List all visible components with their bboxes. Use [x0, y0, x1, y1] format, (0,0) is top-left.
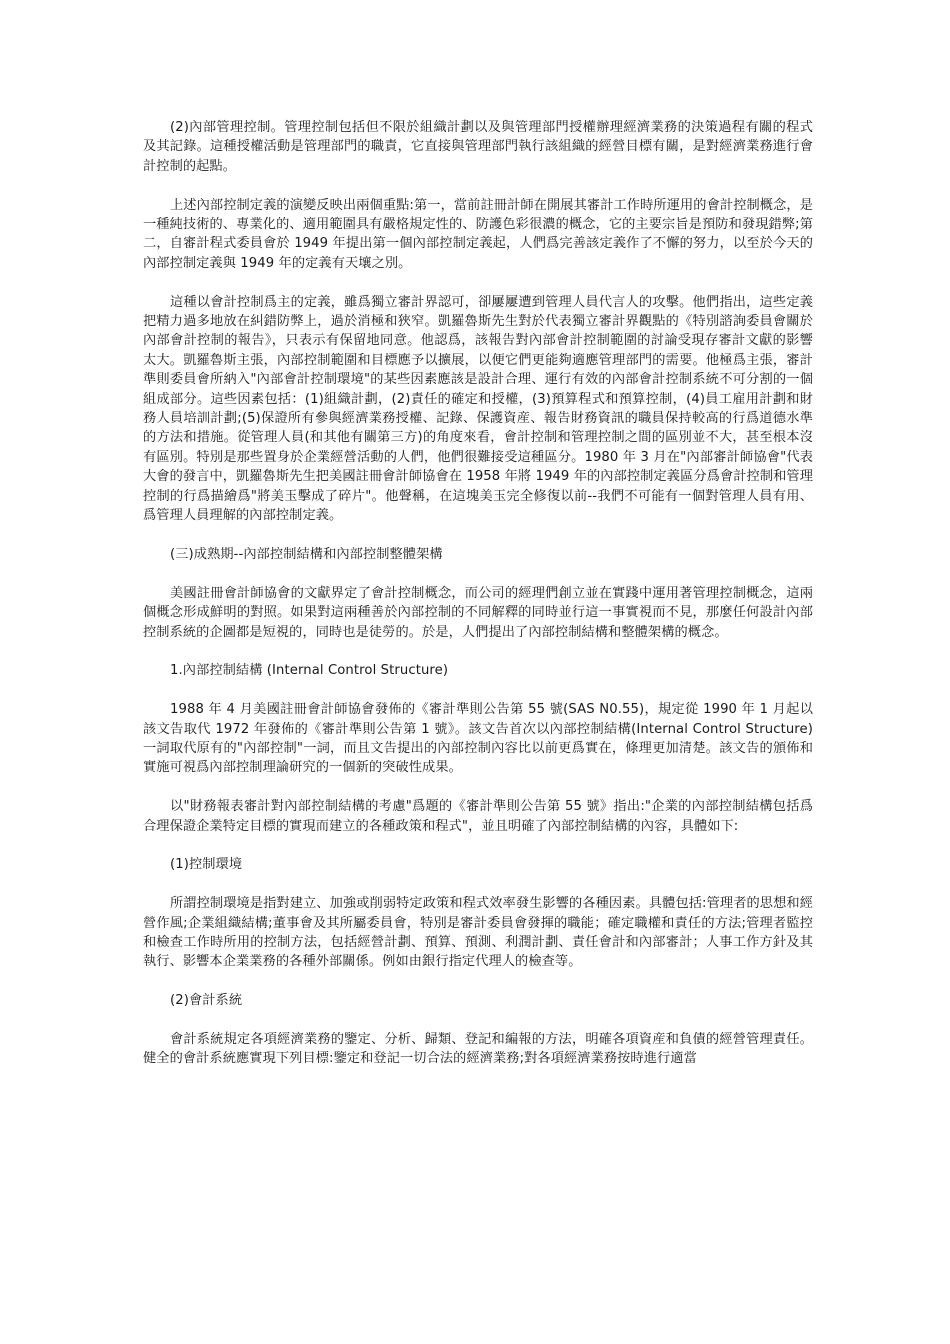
paragraph-management-control: (2)內部管理控制。管理控制包括但不限於組織計劃以及與管理部門授權辦理經濟業務的決策過程有關的程式及其記錄。這種授權活動是管理部門的職責，它直接與管理部門執行該組織的經營目標有關，是對經濟業務進行會計控制的起點。 [143, 120, 813, 174]
paragraph-control-environment: 所謂控制環境是指對建立、加強或削弱特定政策和程式效率發生影響的各種因素。具體包括:管理者的思想和經營作風;企業組織結構;董事會及其所屬委員會，特別是審計委員會發揮的職能；確定職權和責任的方法;管理者監控和檢查工作時所用的控制方法，包括經營計劃、預算、預測、利潤計劃、責任會計和內部審計；人事工作方針及其執行、影響本企業業務的各種外部關係。例如由銀行指定代理人的檢查等。 [143, 896, 813, 970]
paragraph-accounting-system: 會計系統規定各項經濟業務的鑒定、分析、歸類、登記和編報的方法，明確各項資産和負債的經營管理責任。健全的會計系統應實現下列目標:鑒定和登記一切合法的經濟業務;對各項經濟業務按時進行適當 [143, 1031, 813, 1067]
document-page [143, 118, 813, 1088]
section-heading-accounting-system: (2)會計系統 [170, 993, 243, 1009]
paragraph-sas55-content: 以"財務報表審計對內部控制結構的考慮"爲題的《審計準則公告第 55 號》指出:"企業的內部控制結構包括爲合理保證企業特定目標的實現而建立的各種政策和程式"，並且明確了內部控制結構的內容，具體如下: [143, 799, 813, 834]
section-heading-control-structure: 1.內部控制結構 (Internal Control Structure) [170, 663, 449, 679]
paragraph-definition-evolution: 上述內部控制定義的演變反映出兩個重點:第一，當前註冊計師在開展其審計工作時所運用的會計控制概念，是一種純技術的、專業化的、適用範圍具有嚴格規定性的、防護色彩很濃的概念，它的主要宗旨是預防和發現錯弊;第二，自審計程式委員會於 1949 年提出第一個內部控制定義起，人們爲完善該定義作了不懈的努力，以至於今天的內部控制定義與 1949 年的定義有天壤之別。 [143, 197, 813, 271]
paragraph-criticism: 這種以會計控制爲主的定義，雖爲獨立審計界認可，卻屢屢遭到管理人員代言人的攻擊。他們指出，這些定義把精力過多地放在糾錯防弊上，過於消極和狹窄。凱羅魯斯先生對於代表獨立審計界觀點的《特別諮詢委員會關於內部會計控制的報告》，只表示有保留地同意。他認爲，該報告對內部會計控制範圍的討論受現存審計文獻的影響太大。凱羅魯斯主張，內部控制範圍和目標應予以擴展，以便它們更能夠適應管理部門的需要。他極爲主張，審計準則委員會所納入"內部會計控制環境"的某些因素應該是設計合理、運行有效的內部會計控制系統不可分割的一個組成部分。這些因素包括：(1)組織計劃，(2)責任的確定和授權，(3)預算程式和預算控制，(4)員工雇用計劃和財務人員培訓計劃;(5)保證所有參與經濟業務授權、記錄、保護資産、報告財務資訊的職員保持較高的行爲道德水準的方法和措施。從管理人員(和其他有關第三方)的角度來看，會計控制和管理控制之間的區別並不大，甚至根本沒有區別。特別是那些置身於企業經營活動的人們，他們很難接受這種區分。1980 年 3 月在"內部審計師協會"代表大會的發言中，凱羅魯斯先生把美國註冊會計師協會在 1958 年將 1949 年的內部控制定義區分爲會計控制和管理控制的行爲描繪爲"將美玉擊成了碎片"。他聲稱，在這塊美玉完全修復以前--我們不可能有一個對管理人員有用、爲管理人員理解的內部控制定義。 [143, 294, 813, 524]
paragraph-concept-contrast: 美國註冊會計師協會的文獻界定了會計控制概念，而公司的經理們創立並在實踐中運用著管理控制概念，這兩個概念形成鮮明的對照。如果對這兩種善於內部控制的不同解釋的同時並行這一事實視而不見，那麼任何設計內部控制系統的企圖都是短視的，同時也是徒勞的。於是，人們提出了內部控制結構和整體架構的概念。 [143, 585, 813, 640]
paragraph-sas55-intro: 1988 年 4 月美國註冊會計師協會發佈的《審計準則公告第 55 號(SAS N0.55)，規定從 1990 年 1 月起以該文告取代 1972 年發佈的《審計準則公告第 1 號》。該文告首次以內部控制結構(Internal Control Structure)一詞取代原有的"內部控制"一詞，而且文告提出的內部控制內容比以前更爲實在，條理更加清楚。該文告的頒佈和實施可視爲內部控制理論研究的一個新的突破性成果。 [143, 702, 813, 776]
section-heading-control-environment: (1)控制環境 [170, 857, 243, 873]
section-heading-maturity: (三)成熟期--內部控制結構和內部控制整體架構 [170, 546, 443, 562]
